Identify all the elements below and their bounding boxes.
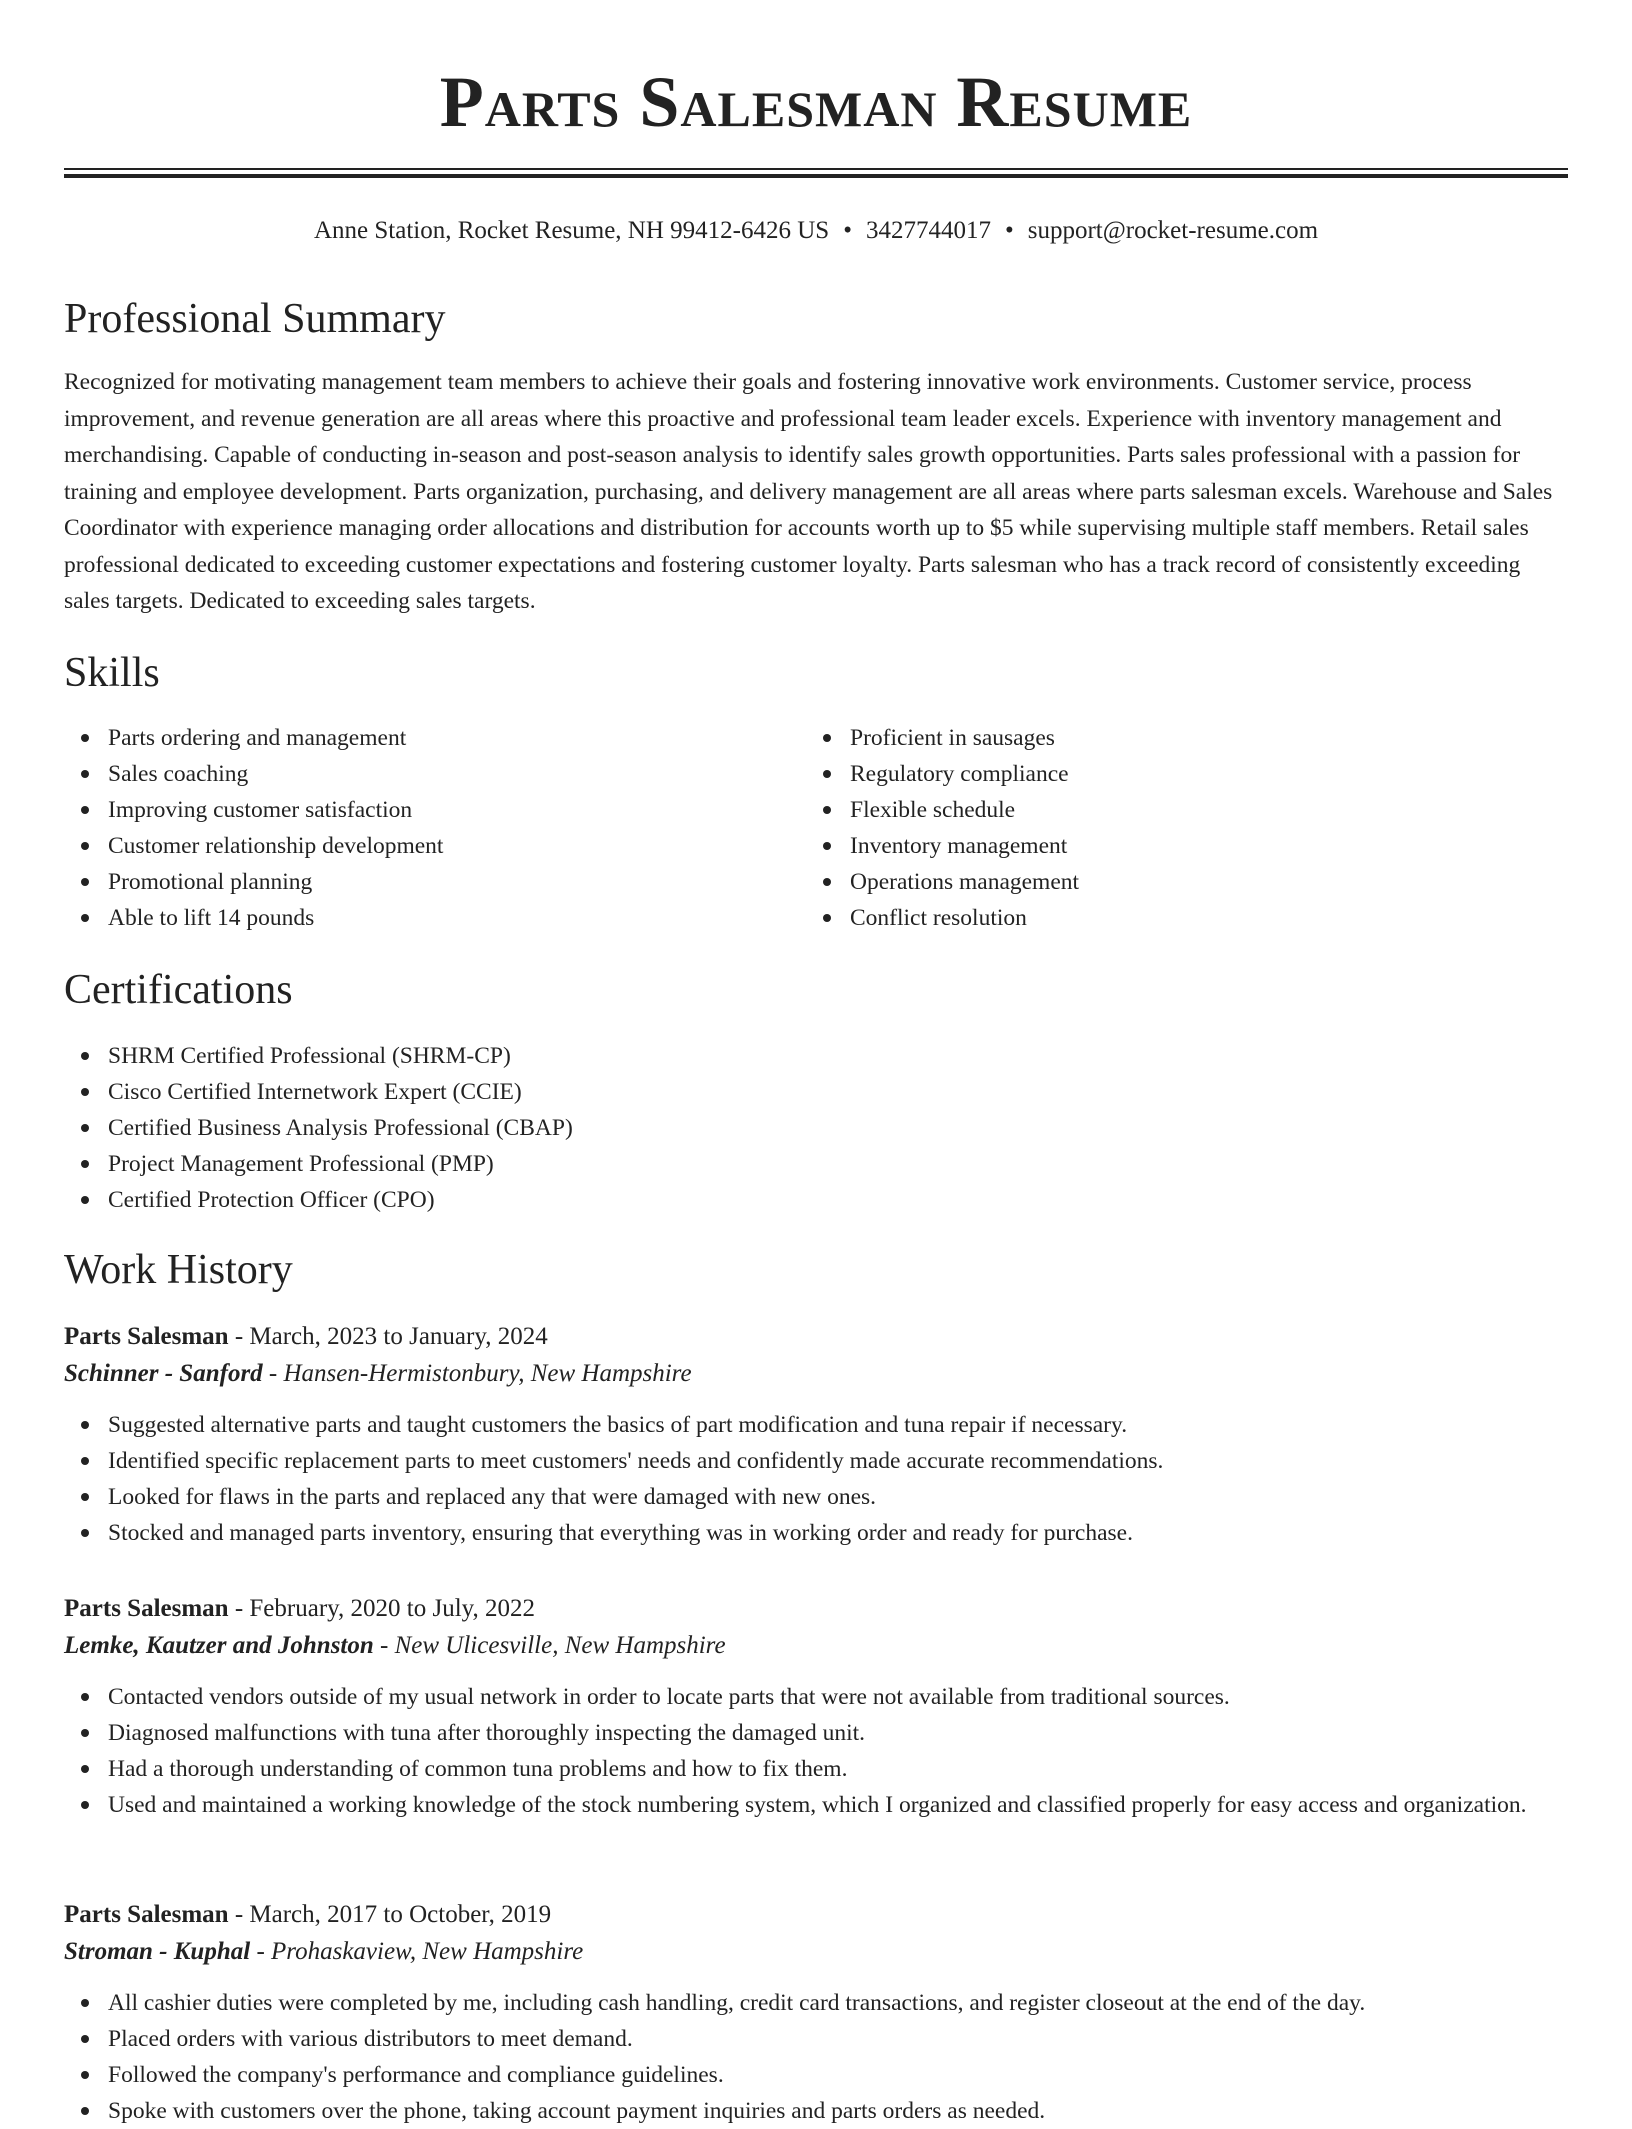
bullet-dot [81,2071,89,2079]
bullet-dot [81,734,89,742]
bullet-dot [81,1693,89,1701]
skill-item: Inventory management [806,828,1548,864]
bullet-dot [81,2035,89,2043]
job-duty-item: Identified specific replacement parts to meet customers' needs and confidently made accurate recommendations. [64,1443,1568,1479]
certification-item: SHRM Certified Professional (SHRM-CP) [64,1038,1568,1074]
skills-left-column [64,720,806,936]
bullet-dot [823,770,831,778]
bullet-dot [823,878,831,886]
skill-item: Parts ordering and management [64,720,806,756]
job-duty-item: Stocked and managed parts inventory, ensuring that everything was in working order and ready for purchase. [64,1515,1568,1551]
job-title-line: Parts Salesman - March, 2017 to October, 2019 [64,1901,552,1928]
job-duty-item: Suggested alternative parts and taught customers the basics of part modification and tuna repair if necessary. [64,1407,1568,1443]
job-company-line: Lemke, Kautzer and Johnston - New Ulicesville, New Hampshire [64,1632,726,1659]
resume-page [64,0,1568,2124]
contact-email: support@rocket-resume.com [1027,217,1319,244]
bullet-dot [81,1999,89,2007]
bullet-dot [81,1052,89,1060]
certifications-block [64,1038,1568,1218]
job-location: Hansen-Hermistonbury, New Hampshire [283,1360,692,1387]
job-duty-item: Contacted vendors outside of my usual network in order to locate parts that were not available from traditional sources. [64,1679,1568,1715]
bullet-dot [81,1729,89,1737]
bullet-dot [81,1765,89,1773]
job-duty-item: Looked for flaws in the parts and replaced any that were damaged with new ones. [64,1479,1568,1515]
skills-list-left [64,720,806,936]
skill-item: Operations management [806,864,1548,900]
bullet-dot [81,1421,89,1429]
title-divider-thin [64,168,1568,170]
certifications-list [64,1038,1568,1218]
contact-separator: • [843,217,852,244]
job-duty-item: Diagnosed malfunctions with tuna after thoroughly inspecting the damaged unit. [64,1715,1568,1751]
skill-item: Customer relationship development [64,828,806,864]
bullet-dot [823,734,831,742]
bullet-dot [81,1160,89,1168]
skill-item: Sales coaching [64,756,806,792]
certification-item: Certified Protection Officer (CPO) [64,1182,1568,1218]
job-location: New Ulicesville, New Hampshire [394,1632,726,1659]
bullet-dot [81,770,89,778]
job-duty-item: All cashier duties were completed by me, including cash handling, credit card transactions, and register closeout at the end of the day. [64,1985,1568,2021]
job-role: Parts Salesman [64,1595,229,1622]
work-history-heading: Work History [64,1247,293,1293]
skills-list-right [806,720,1548,936]
title-divider-thick [64,174,1568,178]
bullet-dot [823,806,831,814]
job-duties-list [64,1679,1568,1823]
contact-phone: 3427744017 [865,217,991,244]
bullet-dot [81,878,89,886]
skill-item: Able to lift 14 pounds [64,900,806,936]
job-company: Stroman - Kuphal [64,1938,251,1965]
job-duties-list [64,1985,1568,2129]
job-company: Schinner - Sanford [64,1360,263,1387]
job-title-line: Parts Salesman - February, 2020 to July, 2022 [64,1595,536,1622]
bullet-dot [81,1196,89,1204]
job-duty-item: Had a thorough understanding of common tuna problems and how to fix them. [64,1751,1568,1787]
summary-heading: Professional Summary [64,296,446,342]
skill-item: Conflict resolution [806,900,1548,936]
contact-line [64,213,1568,249]
bullet-dot [81,842,89,850]
job-duty-item: Followed the company's performance and compliance guidelines. [64,2057,1568,2093]
skill-item: Promotional planning [64,864,806,900]
job-role: Parts Salesman [64,1901,229,1928]
bullet-dot [81,1493,89,1501]
bullet-dot [823,842,831,850]
skill-item: Flexible schedule [806,792,1548,828]
skills-heading: Skills [64,650,160,696]
job-entry [64,1319,1568,1551]
bullet-dot [81,1529,89,1537]
job-duty-item: Used and maintained a working knowledge of the stock numbering system, which I organized and classified properly for easy access and organization. [64,1787,1568,1823]
job-entry [64,1591,1568,1823]
contact-address: Anne Station, Rocket Resume, NH 99412-6426 US [313,217,830,244]
certification-item: Cisco Certified Internetwork Expert (CCIE) [64,1074,1568,1110]
job-duties-list [64,1407,1568,1551]
certification-item: Project Management Professional (PMP) [64,1146,1568,1182]
skill-item: Proficient in sausages [806,720,1548,756]
job-company: Lemke, Kautzer and Johnston [64,1632,374,1659]
job-company-line: Schinner - Sanford - Hansen-Hermistonbury, New Hampshire [64,1360,692,1387]
bullet-dot [81,806,89,814]
job-dates: February, 2020 to July, 2022 [249,1595,536,1622]
bullet-dot [81,2107,89,2115]
bullet-dot [81,1124,89,1132]
bullet-dot [81,1088,89,1096]
bullet-dot [81,914,89,922]
bullet-dot [81,1801,89,1809]
job-role: Parts Salesman [64,1323,229,1350]
job-title-line: Parts Salesman - March, 2023 to January, 2024 [64,1323,548,1350]
contact-separator: • [1004,217,1014,244]
job-company-line: Stroman - Kuphal - Prohaskaview, New Hampshire [64,1938,584,1965]
summary-text: Recognized for motivating management team members to achieve their goals and fostering innovative work environments. Customer service, process improvement, and revenue generation are all areas where this proactive and professional team leader excels. Experience with inventory management and merchandising. Capable of conducting in-season and post-season analysis to identify sales growth opportunities. Parts sales professional with a passion for training and employee development. Parts organization, purchasing, and delivery management are all areas where parts salesman excels. Warehouse and Sales Coordinator with experience managing order allocations and distribution for accounts worth up to $5 while supervising multiple staff members. Retail sales professional dedicated to exceeding customer expectations and fostering customer loyalty. Parts salesman who has a track record of consistently exceeding sales targets. Dedicated to exceeding sales targets. [64,369,1553,614]
job-dates: March, 2023 to January, 2024 [249,1323,548,1350]
skill-item: Regulatory compliance [806,756,1548,792]
bullet-dot [823,914,831,922]
job-dates: March, 2017 to October, 2019 [249,1901,552,1928]
certification-item: Certified Business Analysis Professional (CBAP) [64,1110,1568,1146]
job-duty-item: Spoke with customers over the phone, taking account payment inquiries and parts orders as needed. [64,2093,1568,2129]
resume-title: Parts Salesman Resume [439,62,1193,142]
skill-item: Improving customer satisfaction [64,792,806,828]
job-location: Prohaskaview, New Hampshire [271,1938,584,1965]
bullet-dot [81,1457,89,1465]
certifications-heading: Certifications [64,967,293,1013]
skills-right-column [806,720,1548,936]
job-entry [64,1897,1568,2129]
job-duty-item: Placed orders with various distributors to meet demand. [64,2021,1568,2057]
